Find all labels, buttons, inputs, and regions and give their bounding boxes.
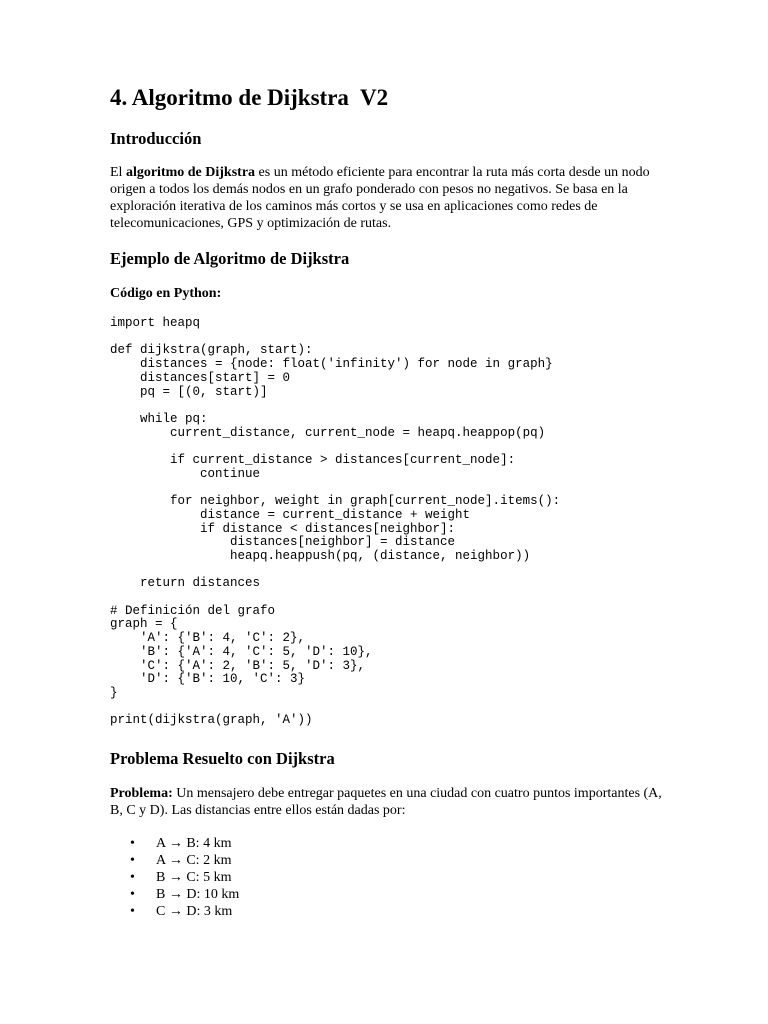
distance-list (110, 835, 239, 920)
problem-heading: Problema Resuelto con Dijkstra (110, 749, 335, 768)
list-item: • B → C: 5 km (110, 869, 239, 886)
intro-lead: El (110, 165, 126, 180)
intro-bold-term: algoritmo de Dijkstra (125, 165, 256, 180)
intro-rest: es un método eficiente para encontrar la ruta más corta desde un nodo origen a todos los demás nodos en un grafo ponderado con pesos no negativos. Se basa en la exploración iterativa de los caminos más cortos y se usa en aplicaciones como redes de telecomunicaciones, GPS y optimización de rutas. (110, 165, 650, 231)
problem-paragraph (110, 785, 670, 819)
python-code-block: import heapq def dijkstra(graph, start): distances = {node: float('infinity') for node in graph} distances[start] = 0 pq = [(0, start)] while pq: current_distance, current_node = heapq.heappop(pq) if current_distance > distances[current_node]: continue for neighbor, weight in graph[current_node].items(): distance = current_distance + weight if distance < distances[neighbor]: distances[neighbor] = distance heapq.heappush(pq, (distance, neighbor)) return distances # Definición del grafo graph = { 'A': {'B': 4, 'C': 2}, 'B': {'A': 4, 'C': 5, 'D': 10}, 'C': {'A': 2, 'B': 5, 'D': 3}, 'D': {'B': 10, 'C': 3} } print(dijkstra(graph, 'A')) (110, 316, 561, 728)
intro-heading: Introducción (110, 129, 202, 148)
example-heading: Ejemplo de Algoritmo de Dijkstra (110, 249, 350, 268)
intro-paragraph (110, 164, 670, 232)
code-label: Código en Python: (110, 286, 222, 301)
problem-text: Un mensajero debe entregar paquetes en una ciudad con cuatro puntos importantes (A, B, C y D). Las distancias entre ellos están dadas por: (110, 786, 662, 818)
list-item: • C → D: 3 km (110, 903, 239, 920)
list-item: • A → B: 4 km (110, 835, 239, 852)
document-title: 4. Algoritmo de Dijkstra V2 (110, 85, 389, 110)
problem-label: Problema: (110, 786, 173, 801)
list-item: • A → C: 2 km (110, 852, 239, 869)
list-item: • B → D: 10 km (110, 886, 239, 903)
